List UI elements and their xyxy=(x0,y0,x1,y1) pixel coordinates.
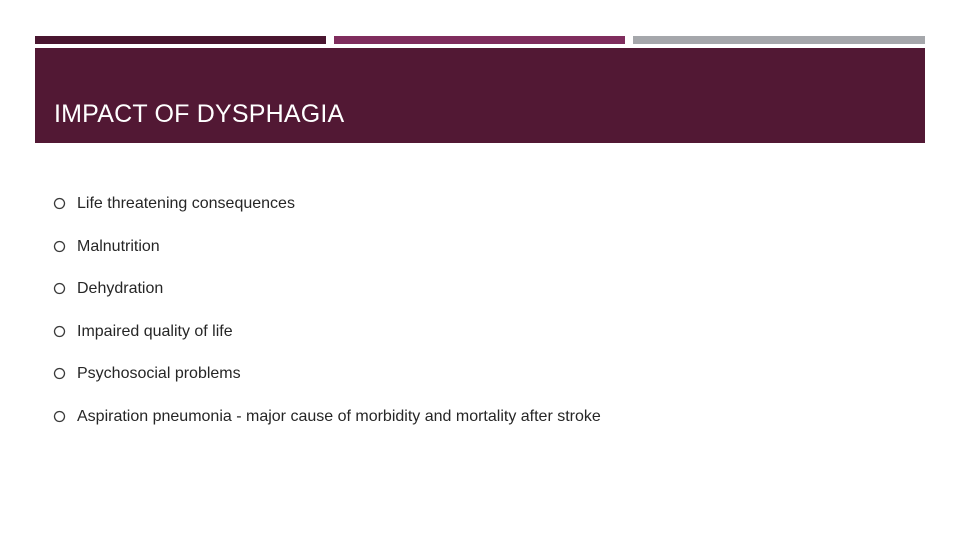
bullet-item xyxy=(53,192,601,235)
accent-bar-mid xyxy=(334,36,625,44)
hollow-circle-icon xyxy=(53,410,66,423)
bullet-item xyxy=(53,362,601,405)
bullet-item xyxy=(53,320,601,363)
bullet-item xyxy=(53,277,601,320)
accent-bar-dark xyxy=(35,36,326,44)
hollow-circle-icon xyxy=(53,367,66,380)
bullet-text: Psychosocial problems xyxy=(77,365,241,382)
hollow-circle-icon xyxy=(53,240,66,253)
accent-bar-grey xyxy=(633,36,925,44)
bullet-text: Life threatening consequences xyxy=(77,195,295,212)
hollow-circle-icon xyxy=(53,197,66,210)
hollow-circle-icon xyxy=(53,282,66,295)
bullet-list xyxy=(53,192,601,447)
title-band xyxy=(35,48,925,143)
bullet-text: Aspiration pneumonia - major cause of morbidity and mortality after stroke xyxy=(77,407,601,425)
bullet-item xyxy=(53,235,601,278)
slide-title: IMPACT OF DYSPHAGIA xyxy=(54,100,345,128)
bullet-item xyxy=(53,405,601,448)
bullet-text: Malnutrition xyxy=(77,237,160,255)
hollow-circle-icon xyxy=(53,325,66,338)
bullet-text: Dehydration xyxy=(77,280,164,297)
bullet-text: Impaired quality of life xyxy=(77,322,233,340)
